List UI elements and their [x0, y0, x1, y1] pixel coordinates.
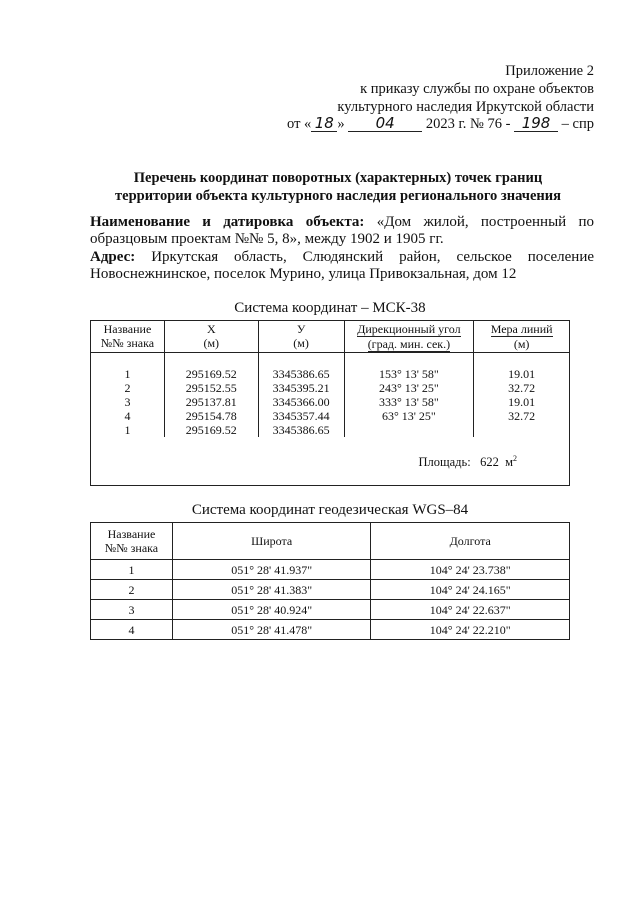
cell-y: 3345386.65: [258, 423, 344, 437]
cell-x: 295169.52: [164, 423, 258, 437]
table-row: [91, 423, 570, 437]
cell-point: 3: [91, 600, 173, 620]
order-line-2: культурного наследия Иркутской области: [337, 99, 594, 115]
col-header-longitude: Долгота: [371, 523, 570, 560]
cell-y: 3345366.00: [258, 395, 344, 409]
order-date-line: [287, 115, 594, 133]
table-row: [91, 580, 570, 600]
appendix-label: Приложение 2: [505, 63, 594, 79]
col-header-length: Мера линий (м): [474, 321, 570, 353]
table-row: [91, 381, 570, 395]
date-prefix: от «: [287, 116, 312, 132]
col-header-point: Название №№ знака: [91, 321, 165, 353]
table-row: [91, 409, 570, 423]
cell-y: 3345386.65: [258, 367, 344, 381]
col-header-latitude: Широта: [172, 523, 371, 560]
spacer-row: [91, 353, 570, 367]
cell-point: 4: [91, 409, 165, 423]
cell-point: 1: [91, 367, 165, 381]
cell-y: 3345395.21: [258, 381, 344, 395]
msk38-coordinates-table: [90, 320, 570, 486]
cell-x: 295137.81: [164, 395, 258, 409]
cell-latitude: 051° 28' 41.383": [172, 580, 371, 600]
object-name-value: «Дом жилой, построенный по образцовым проектам №№ 5, 8», между 1902 и 1905 гг.: [90, 214, 595, 247]
object-address-paragraph: [90, 249, 594, 283]
area-exponent: 2: [513, 453, 517, 463]
cell-longitude: 104° 24' 22.210": [371, 620, 570, 640]
cell-angle: 243° 13' 25": [344, 381, 474, 395]
table-header-row: [91, 321, 570, 353]
document-title-line-2: территории объекта культурного наследия регионального значения: [115, 188, 561, 204]
cell-x: 295169.52: [164, 367, 258, 381]
col-header-point: Название №№ знака: [91, 523, 173, 560]
area-row: [91, 437, 570, 486]
table-row: [91, 367, 570, 381]
cell-point: 3: [91, 395, 165, 409]
table-row: [91, 620, 570, 640]
cell-latitude: 051° 28' 41.937": [172, 560, 371, 580]
address-value: Иркутская область, Слюдянский район, сельское поселение Новоснежнинское, поселок Мурино, улица Привокзальная, дом 12: [90, 249, 595, 282]
order-line-1: к приказу службы по охране объектов: [360, 81, 594, 97]
msk38-caption: Система координат – МСК-38: [234, 300, 426, 316]
col-header-angle: Дирекционный угол (град. мин. сек.): [344, 321, 474, 353]
cell-x: 295154.78: [164, 409, 258, 423]
col-header-x: X (м): [164, 321, 258, 353]
object-name-label: Наименование и датировка объекта:: [90, 214, 365, 230]
area-value: 622: [480, 455, 499, 470]
cell-latitude: 051° 28' 40.924": [172, 600, 371, 620]
cell-longitude: 104° 24' 23.738": [371, 560, 570, 580]
document-title-line-1: Перечень координат поворотных (характерных) точек границ: [133, 170, 543, 186]
col-header-y: У (м): [258, 321, 344, 353]
wgs84-caption: Система координат геодезическая WGS–84: [191, 502, 469, 518]
cell-angle: [344, 423, 474, 437]
cell-point: 1: [91, 560, 173, 580]
area-label: Площадь:: [418, 455, 471, 470]
cell-length: [474, 423, 570, 437]
cell-y: 3345357.44: [258, 409, 344, 423]
cell-angle: 153° 13' 58": [344, 367, 474, 381]
order-suffix: – спр: [561, 116, 594, 132]
cell-angle: 333° 13' 58": [344, 395, 474, 409]
cell-point: 2: [91, 580, 173, 600]
cell-latitude: 051° 28' 41.478": [172, 620, 371, 640]
cell-length: 32.72: [474, 409, 570, 423]
table-row: [91, 600, 570, 620]
date-mid: »: [337, 116, 345, 132]
handwritten-day: 18: [311, 116, 337, 132]
cell-length: 19.01: [474, 367, 570, 381]
cell-point: 1: [91, 423, 165, 437]
object-name-paragraph: [90, 214, 594, 248]
handwritten-month: 04: [348, 116, 422, 132]
cell-angle: 63° 13' 25": [344, 409, 474, 423]
table-row: [91, 560, 570, 580]
year-number-text: 2023 г. № 76 -: [425, 116, 511, 132]
cell-point: 2: [91, 381, 165, 395]
cell-length: 32.72: [474, 381, 570, 395]
table-header-row: [91, 523, 570, 560]
cell-longitude: 104° 24' 22.637": [371, 600, 570, 620]
handwritten-number: 198: [514, 116, 558, 132]
table-row: [91, 395, 570, 409]
address-label: Адрес:: [90, 249, 136, 265]
cell-length: 19.01: [474, 395, 570, 409]
area-unit: м: [505, 455, 513, 470]
cell-longitude: 104° 24' 24.165": [371, 580, 570, 600]
wgs84-coordinates-table: [90, 522, 570, 640]
cell-point: 4: [91, 620, 173, 640]
cell-x: 295152.55: [164, 381, 258, 395]
